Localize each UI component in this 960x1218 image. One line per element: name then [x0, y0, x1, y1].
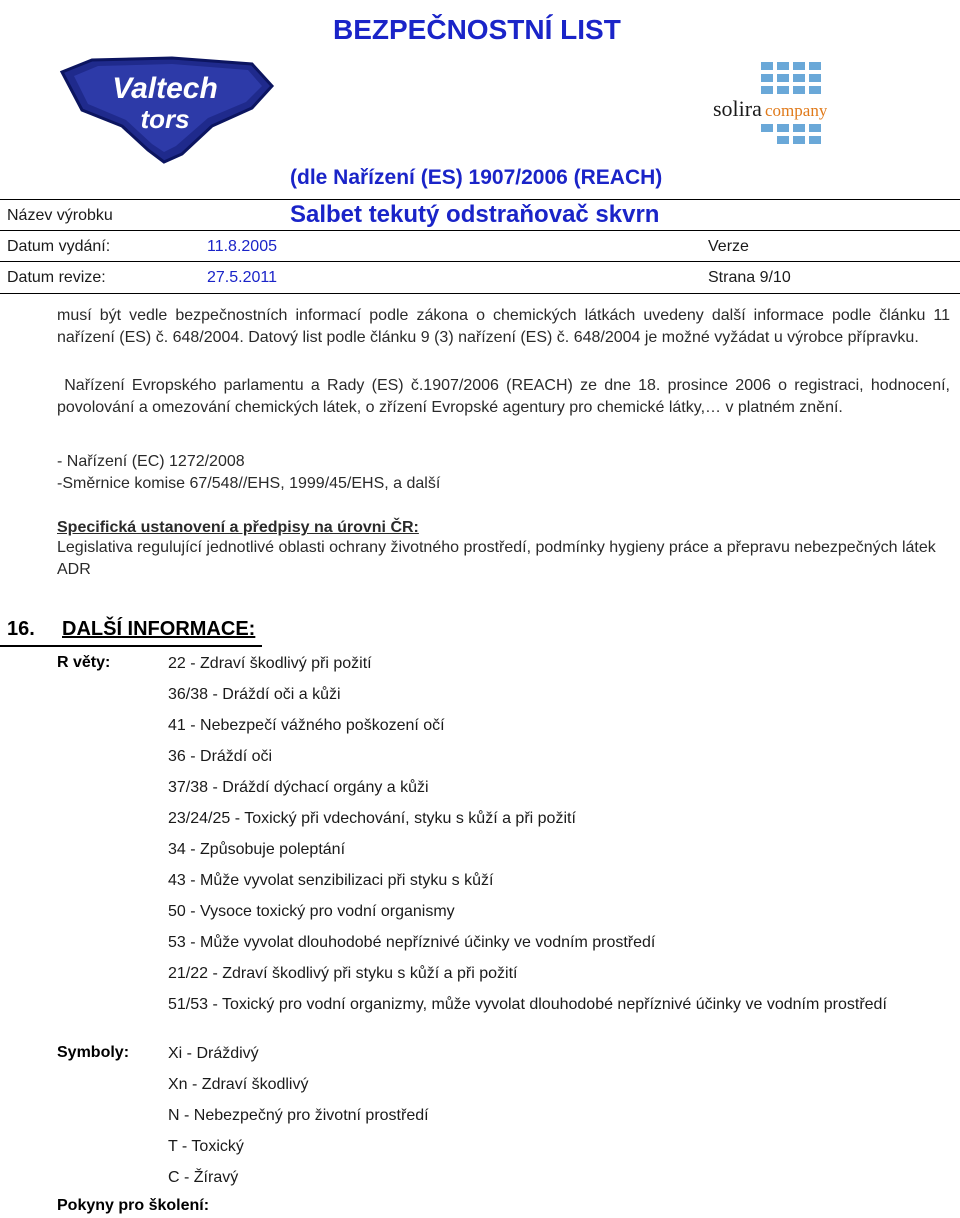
r-phrase-item: 50 - Vysoce toxický pro vodní organismy [168, 903, 455, 920]
section-16-underline [0, 645, 262, 647]
issued-date: 11.8.2005 [207, 238, 277, 255]
product-name: Salbet tekutý odstraňovač skvrn [290, 201, 660, 228]
header-row-revision [0, 261, 960, 294]
page-number: Strana 9/10 [708, 269, 791, 286]
header-row-issued [0, 230, 960, 262]
svg-text:tors: tors [140, 104, 190, 134]
regulation-subtitle: (dle Nařízení (ES) 1907/2006 (REACH) [290, 166, 663, 189]
document-title: BEZPEČNOSTNÍ LIST [333, 14, 621, 45]
paragraph-detergents-info: musí být vedle bezpečnostních informací podle zákona o chemických látkách uvedeny další informace podle článku 11 nařízení (ES) č. 648/2004. Datový list podle článku 9 (3) nařízení (ES) č. 648/2004 je možné vyžádat u výrobce přípravku. [57, 307, 950, 346]
specific-provisions-heading [57, 517, 950, 539]
header-row-product [0, 199, 960, 231]
revision-date: 27.5.2011 [207, 269, 277, 286]
r-phrase-item: 53 - Může vyvolat dlouhodobé nepříznivé účinky ve vodním prostředí [168, 934, 656, 951]
r-phrase-item: 34 - Způsobuje poleptání [168, 841, 346, 858]
regulation-line-directives: -Směrnice komise 67/548//EHS, 1999/45/EHS, a další [57, 475, 441, 492]
r-phrase-item: 41 - Nebezpečí vážného poškození očí [168, 717, 445, 734]
solira-company-logo [711, 58, 827, 154]
symbol-item: N - Nebezpečný pro životní prostředí [168, 1107, 429, 1124]
training-instructions-label: Pokyny pro školení: [57, 1197, 210, 1214]
svg-text:solira: solira [713, 96, 762, 121]
r-phrase-item: 21/22 - Zdraví škodlivý při styku s kůží a při požití [168, 965, 518, 982]
r-phrase-item: 51/53 - Toxický pro vodní organizmy, může vyvolat dlouhodobé nepříznivé účinky ve vodním prostředí [168, 996, 887, 1013]
version-label: Verze [708, 238, 749, 255]
section-16-title: DALŠÍ INFORMACE: [62, 618, 256, 640]
svg-text:Valtech: Valtech [112, 72, 218, 105]
svg-text:company: company [765, 101, 827, 120]
r-phrase-item: 36 - Dráždí oči [168, 748, 273, 765]
issued-label: Datum vydání: [7, 238, 111, 255]
r-phrase-item: 23/24/25 - Toxický při vdechování, styku s kůží a při požití [168, 810, 576, 827]
symbol-item: Xn - Zdraví škodlivý [168, 1076, 309, 1093]
regulation-line-clp: - Nařízení (EC) 1272/2008 [57, 453, 245, 470]
symbol-item: Xi - Dráždivý [168, 1045, 259, 1062]
section-16-number: 16. [7, 618, 35, 640]
r-phrase-item: 43 - Může vyvolat senzibilizaci při styku s kůží [168, 872, 494, 889]
paragraph-reach-regulation: Nařízení Evropského parlamentu a Rady (ES) č.1907/2006 (REACH) ze dne 18. prosince 2006 o registraci, hodnocení, povolování a omezování chemických látek, o zřízení Evropské agentury pro chemické látky,… v platném znění. [57, 377, 955, 416]
revision-label: Datum revize: [7, 269, 106, 286]
specific-provisions-text: Legislativa regulující jednotlivé oblasti ochrany životného prostředí, podmínky hygieny práce a přepravu nebezpečných látek ADR [57, 539, 936, 578]
r-phrase-item: 22 - Zdraví škodlivý při požití [168, 655, 372, 672]
symbols-label: Symboly: [57, 1044, 130, 1061]
symbol-item: C - Žíravý [168, 1169, 239, 1186]
r-phrase-item: 36/38 - Dráždí oči a kůži [168, 686, 341, 703]
r-phrases-label: R věty: [57, 654, 111, 671]
specific-provisions-heading-text: Specifická ustanovení a předpisy na úrovni ČR: [57, 519, 419, 536]
valtech-tors-logo [52, 54, 278, 166]
product-label: Název výrobku [7, 207, 113, 224]
r-phrases-list [168, 654, 928, 1026]
symbols-list [168, 1044, 928, 1199]
symbol-item: T - Toxický [168, 1138, 244, 1155]
r-phrase-item: 37/38 - Dráždí dýchací orgány a kůži [168, 779, 429, 796]
